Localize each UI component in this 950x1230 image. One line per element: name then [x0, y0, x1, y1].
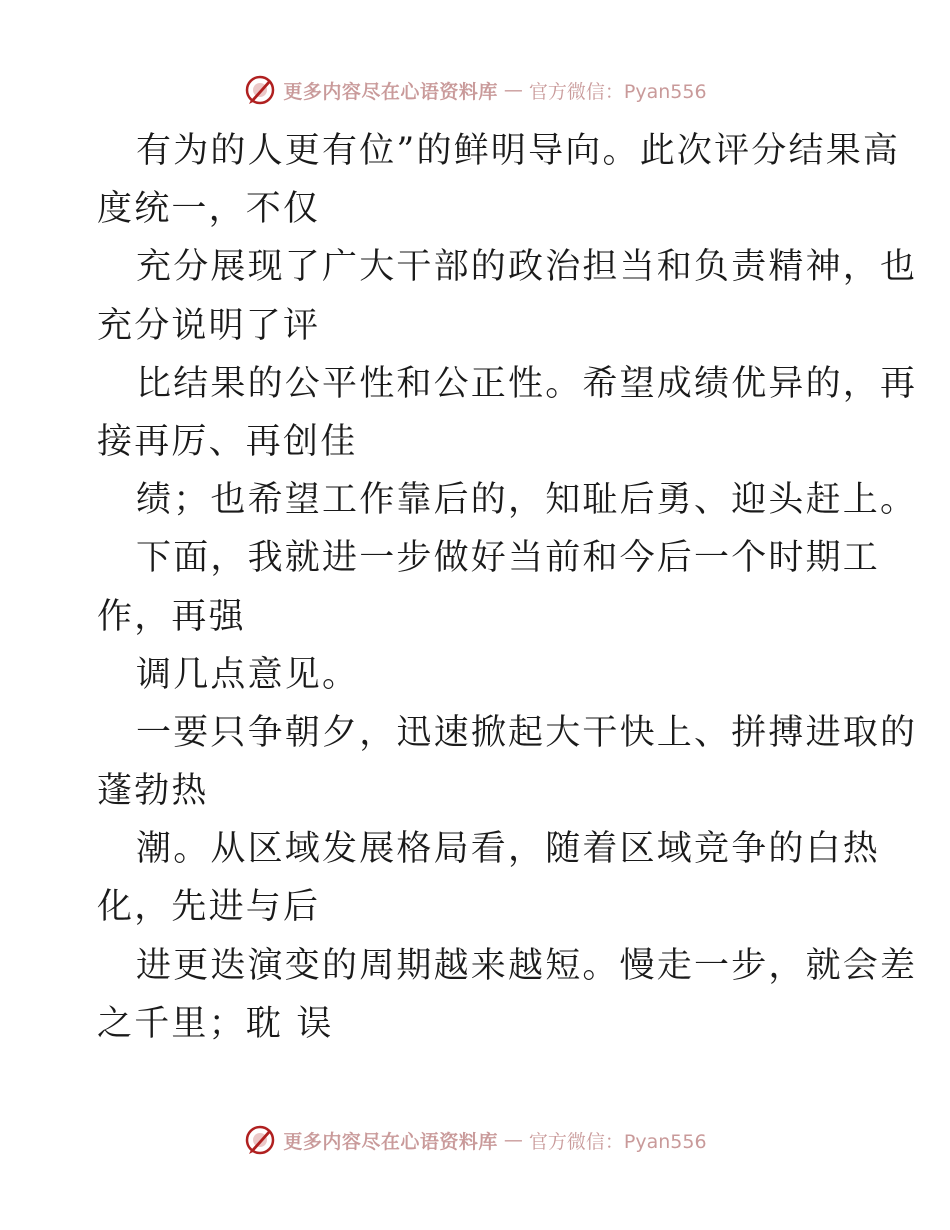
watermark-separator: —: [503, 1129, 523, 1151]
text-line: 之千里；耽 误: [97, 1003, 334, 1044]
text-line: 潮。从区域发展格局看，随着区域竞争的白热: [136, 829, 881, 870]
text-line: 进更迭演变的周期越来越短。慢走一步，就会差: [136, 945, 918, 986]
document-body: [97, 122, 918, 1053]
watermark-separator: —: [503, 79, 523, 101]
text-line: 充分展现了广大干部的政治担当和负责精神，也: [136, 247, 918, 288]
text-line: 有为的人更有位”的鲜明导向。此次评分结果高: [136, 131, 901, 171]
brand-logo-icon: [243, 1123, 277, 1157]
text-line: 接再厉、再创佳: [97, 421, 358, 462]
text-line: 一要只争朝夕，迅速掀起大干快上、拼搏进取的: [136, 712, 918, 753]
header-watermark: [0, 70, 950, 110]
text-line: 作，再强: [97, 596, 246, 637]
watermark-brand: 更多内容尽在心语资料库: [283, 80, 498, 103]
watermark-brand: 更多内容尽在心语资料库: [283, 1130, 498, 1153]
watermark-contact: 官方微信：Pyan556: [528, 1130, 707, 1153]
text-line: 调几点意见。: [136, 654, 360, 695]
text-line: 下面，我就进一步做好当前和今后一个时期工: [136, 538, 881, 579]
text-line: 度统一，不仅: [97, 189, 321, 230]
text-line: 化，先进与后: [97, 887, 321, 928]
text-line: 充分说明了评: [97, 305, 321, 346]
text-line: 蓬勃热: [97, 771, 209, 812]
text-line: 绩；也希望工作靠后的，知耻后勇、迎头赶上。: [136, 480, 918, 521]
brand-logo-icon: [243, 73, 277, 107]
watermark-contact: 官方微信：Pyan556: [528, 80, 707, 103]
text-line: 比结果的公平性和公正性。希望成绩优异的，再: [136, 363, 918, 404]
footer-watermark: [0, 1120, 950, 1160]
